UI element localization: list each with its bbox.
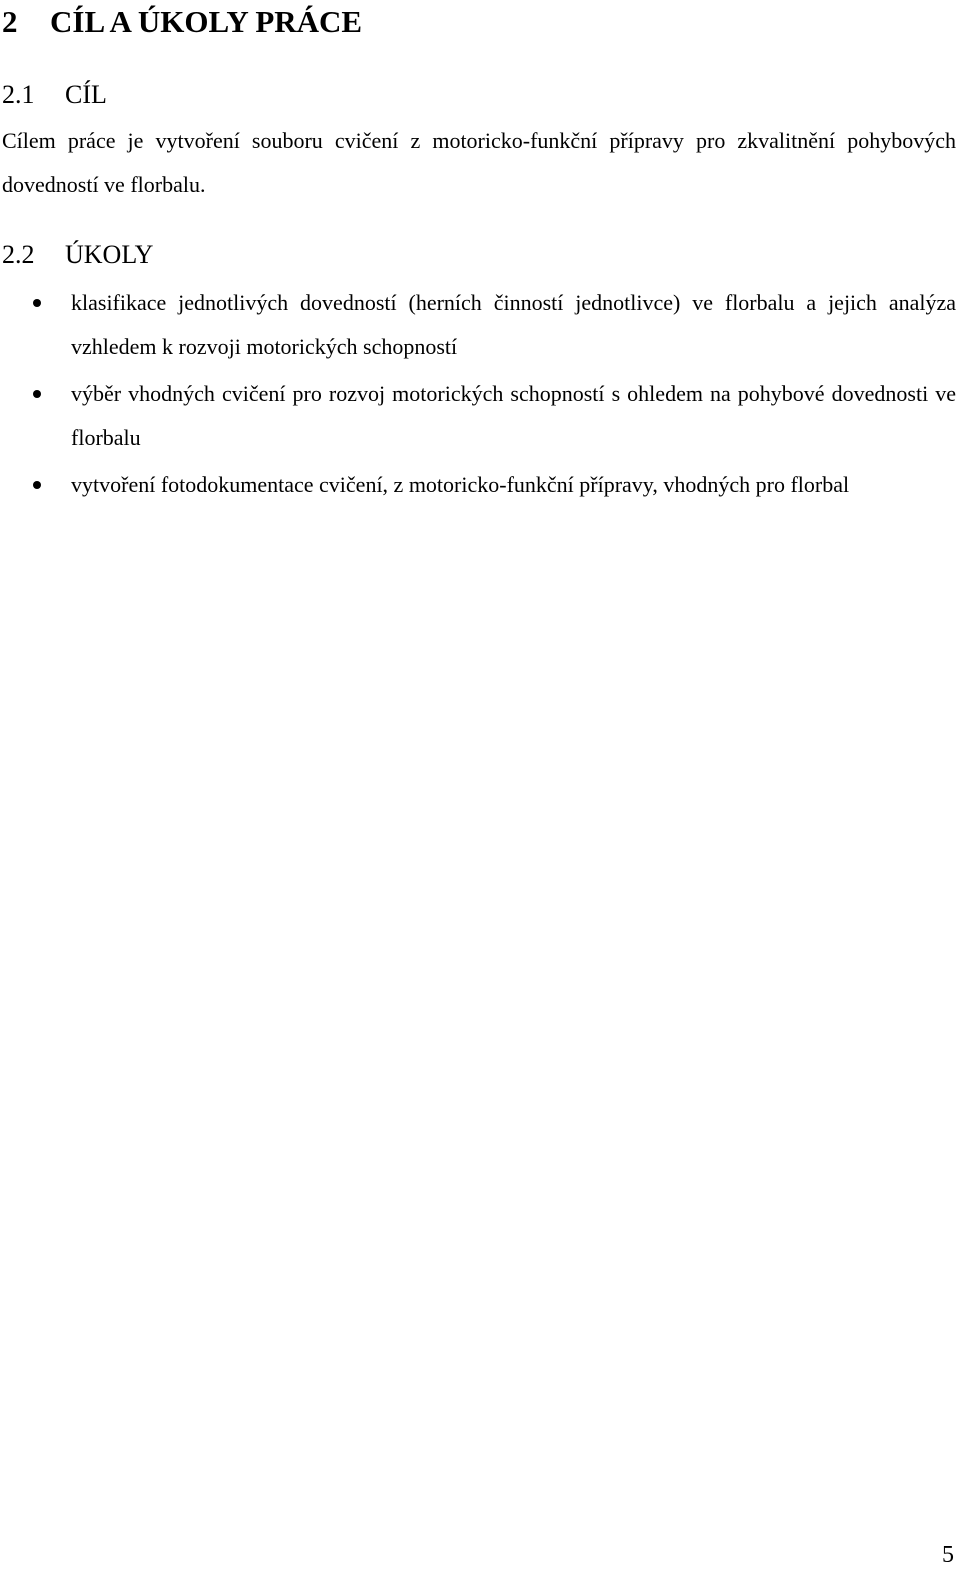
list-item: [0, 372, 956, 460]
section-tasks-heading: [2, 240, 153, 270]
list-item-text: vytvoření fotodokumentace cvičení, z motoricko-funkční přípravy, vhodných pro florbal: [71, 472, 850, 497]
list-item: [0, 281, 956, 369]
chapter-heading: [2, 4, 362, 40]
bullet-icon: [33, 390, 41, 398]
section-tasks-number: 2.2: [2, 240, 35, 269]
section-tasks-title: ÚKOLY: [65, 240, 154, 269]
section-goal-number: 2.1: [2, 80, 35, 109]
tasks-list: [0, 281, 956, 510]
list-item-text: klasifikace jednotlivých dovedností (herních činností jednotlivce) ve florbalu a jejich analýza vzhledem k rozvoji motorických schopností: [71, 290, 956, 359]
list-item-text: výběr vhodných cvičení pro rozvoj motorických schopností s ohledem na pohybové dovednosti ve florbalu: [71, 381, 956, 450]
chapter-number: 2: [2, 4, 18, 39]
goal-paragraph: Cílem práce je vytvoření souboru cvičení z motoricko-funkční přípravy pro zkvalitnění pohybových dovedností ve florbalu.: [2, 128, 956, 197]
list-item: [0, 463, 956, 507]
page-number: 5: [942, 1542, 954, 1568]
section-goal-title: CÍL: [65, 80, 107, 109]
chapter-title: CÍL A ÚKOLY PRÁCE: [50, 4, 363, 39]
section-goal-heading: [2, 80, 107, 110]
bullet-icon: [33, 481, 41, 489]
bullet-icon: [33, 299, 41, 307]
